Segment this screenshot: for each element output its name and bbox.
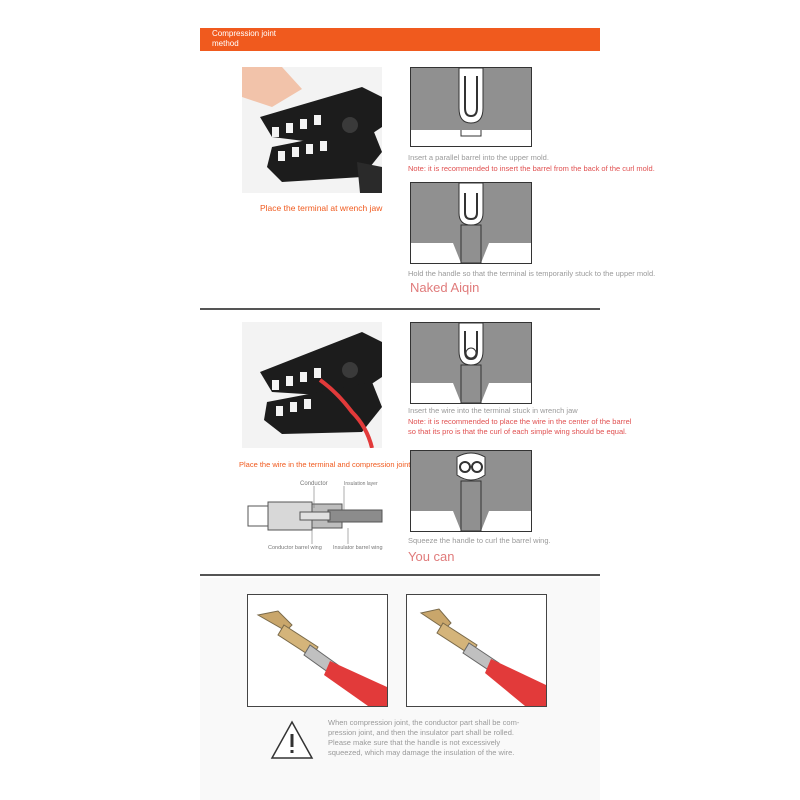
mold-diagram-1	[410, 67, 532, 147]
warning-icon	[270, 720, 314, 760]
insulator-wing-label: Insulator barrel wing	[333, 545, 383, 551]
mold3-caption: Insert the wire into the terminal stuck in wrench jaw	[408, 406, 578, 415]
conductor-wing-label: Conductor barrel wing	[268, 545, 322, 551]
insulation-label: Insulation layer	[344, 481, 378, 487]
brand-text: Naked Aiqin	[410, 280, 480, 295]
warning-text: When compression joint, the conductor part shall be com- pression joint, and then the insulator part shall be rolled. Please make sure that the handle is not excessively squeezed, which may damage the insulation of the wire.	[328, 718, 520, 757]
crimped-terminal-photo-1	[247, 594, 388, 707]
section-divider-1	[200, 308, 600, 310]
conductor-label: Conductor	[300, 481, 328, 487]
mold1-note: Note: it is recommended to insert the barrel from the back of the curl mold.	[408, 164, 655, 173]
mold-diagram-4	[410, 450, 532, 532]
plier-caption-1: Place the terminal at wrench jaw	[260, 203, 383, 213]
terminal-crimp-diagram	[240, 478, 400, 553]
mold3-note-2: so that its pro is that the curl of each simple wing should be equal.	[408, 427, 627, 436]
mold-diagram-2	[410, 182, 532, 264]
plier-photo-terminal	[242, 67, 382, 193]
footer-text: You can	[408, 549, 455, 564]
plier-caption-2: Place the wire in the terminal and compression joint	[239, 460, 411, 469]
mold4-caption: Squeeze the handle to curl the barrel wing.	[408, 536, 551, 545]
section-divider-2	[200, 574, 600, 576]
crimped-terminal-photo-2	[406, 594, 547, 707]
mold2-caption: Hold the handle so that the terminal is temporarily stuck to the upper mold.	[408, 269, 656, 278]
mold-diagram-3	[410, 322, 532, 404]
mold3-note-1: Note: it is recommended to place the wire in the center of the barrel	[408, 417, 632, 426]
plier-photo-wire	[242, 322, 382, 448]
page-title: Compression joint method	[212, 29, 277, 48]
mold1-caption: Insert a parallel barrel into the upper mold.	[408, 153, 549, 162]
